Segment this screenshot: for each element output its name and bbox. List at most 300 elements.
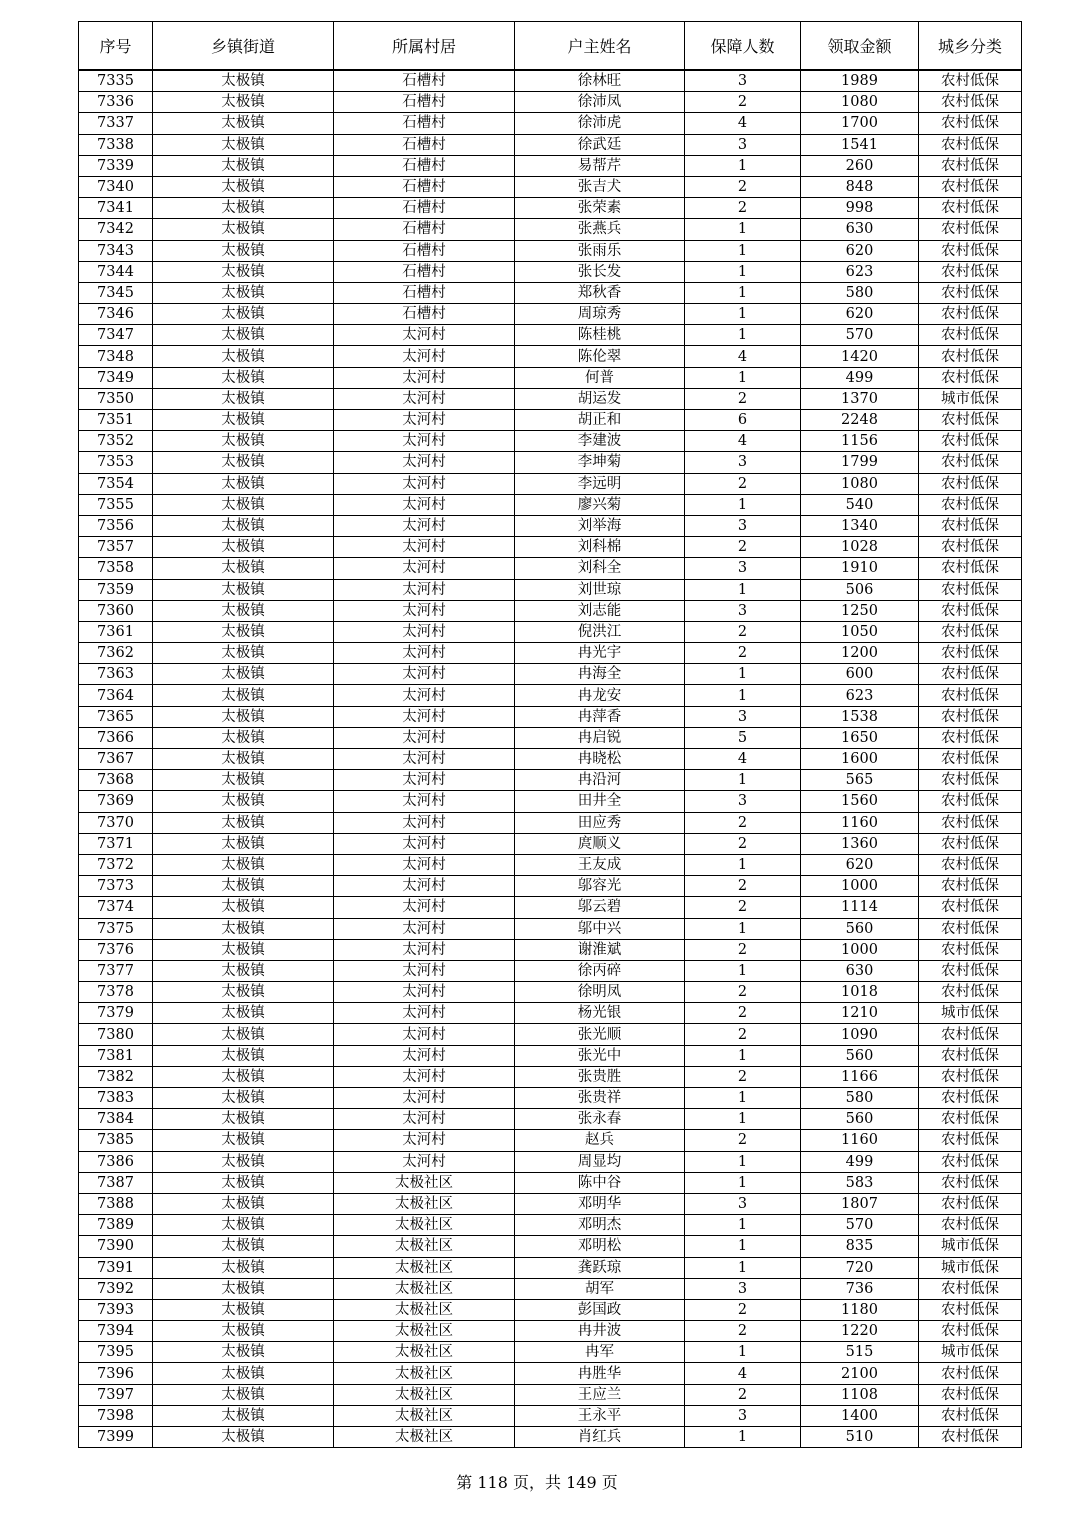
cell-persons: 2 bbox=[685, 621, 801, 642]
cell-serial: 7356 bbox=[79, 515, 153, 536]
table-row bbox=[79, 749, 1022, 770]
cell-township: 太极镇 bbox=[153, 812, 334, 833]
header-persons: 保障人数 bbox=[685, 22, 801, 71]
table-row bbox=[79, 1024, 1022, 1045]
cell-householder: 张光中 bbox=[515, 1045, 685, 1066]
cell-category: 农村低保 bbox=[919, 1427, 1022, 1448]
cell-serial: 7354 bbox=[79, 473, 153, 494]
cell-village: 太极社区 bbox=[334, 1321, 515, 1342]
cell-township: 太极镇 bbox=[153, 452, 334, 473]
cell-amount: 1340 bbox=[801, 515, 919, 536]
cell-amount: 848 bbox=[801, 176, 919, 197]
cell-township: 太极镇 bbox=[153, 897, 334, 918]
cell-village: 石槽村 bbox=[334, 282, 515, 303]
cell-householder: 邬云碧 bbox=[515, 897, 685, 918]
cell-householder: 邬容光 bbox=[515, 876, 685, 897]
table-row bbox=[79, 854, 1022, 875]
cell-village: 太河村 bbox=[334, 1151, 515, 1172]
cell-householder: 易帮芹 bbox=[515, 155, 685, 176]
table-row bbox=[79, 219, 1022, 240]
cell-persons: 1 bbox=[685, 1257, 801, 1278]
cell-township: 太极镇 bbox=[153, 304, 334, 325]
cell-serial: 7342 bbox=[79, 219, 153, 240]
cell-persons: 3 bbox=[685, 515, 801, 536]
cell-township: 太极镇 bbox=[153, 833, 334, 854]
cell-village: 太河村 bbox=[334, 643, 515, 664]
cell-township: 太极镇 bbox=[153, 791, 334, 812]
cell-householder: 周显均 bbox=[515, 1151, 685, 1172]
table-row bbox=[79, 812, 1022, 833]
cell-serial: 7373 bbox=[79, 876, 153, 897]
cell-householder: 李建波 bbox=[515, 431, 685, 452]
cell-village: 太河村 bbox=[334, 452, 515, 473]
table-row bbox=[79, 261, 1022, 282]
cell-village: 太河村 bbox=[334, 1088, 515, 1109]
cell-serial: 7350 bbox=[79, 388, 153, 409]
cell-category: 农村低保 bbox=[919, 876, 1022, 897]
cell-township: 太极镇 bbox=[153, 876, 334, 897]
data-table bbox=[78, 21, 1022, 1448]
cell-householder: 何普 bbox=[515, 367, 685, 388]
cell-serial: 7390 bbox=[79, 1236, 153, 1257]
cell-amount: 1400 bbox=[801, 1405, 919, 1426]
cell-amount: 630 bbox=[801, 960, 919, 981]
cell-householder: 陈中谷 bbox=[515, 1172, 685, 1193]
cell-householder: 刘科棉 bbox=[515, 537, 685, 558]
cell-serial: 7381 bbox=[79, 1045, 153, 1066]
cell-category: 农村低保 bbox=[919, 1151, 1022, 1172]
cell-serial: 7375 bbox=[79, 918, 153, 939]
cell-serial: 7355 bbox=[79, 494, 153, 515]
cell-township: 太极镇 bbox=[153, 918, 334, 939]
cell-householder: 徐丙碎 bbox=[515, 960, 685, 981]
cell-persons: 3 bbox=[685, 1193, 801, 1214]
cell-township: 太极镇 bbox=[153, 1215, 334, 1236]
cell-category: 农村低保 bbox=[919, 897, 1022, 918]
cell-serial: 7387 bbox=[79, 1172, 153, 1193]
cell-village: 太河村 bbox=[334, 558, 515, 579]
table-row bbox=[79, 1172, 1022, 1193]
cell-township: 太极镇 bbox=[153, 1236, 334, 1257]
cell-persons: 1 bbox=[685, 1088, 801, 1109]
cell-township: 太极镇 bbox=[153, 727, 334, 748]
cell-amount: 1160 bbox=[801, 812, 919, 833]
cell-village: 石槽村 bbox=[334, 176, 515, 197]
table-row bbox=[79, 727, 1022, 748]
cell-village: 太极社区 bbox=[334, 1299, 515, 1320]
cell-serial: 7361 bbox=[79, 621, 153, 642]
cell-serial: 7347 bbox=[79, 325, 153, 346]
cell-village: 石槽村 bbox=[334, 219, 515, 240]
cell-persons: 1 bbox=[685, 219, 801, 240]
cell-township: 太极镇 bbox=[153, 1257, 334, 1278]
cell-category: 农村低保 bbox=[919, 261, 1022, 282]
cell-householder: 倪洪江 bbox=[515, 621, 685, 642]
table-row bbox=[79, 1236, 1022, 1257]
cell-householder: 李远明 bbox=[515, 473, 685, 494]
table-row bbox=[79, 1215, 1022, 1236]
table-row bbox=[79, 494, 1022, 515]
cell-township: 太极镇 bbox=[153, 600, 334, 621]
cell-serial: 7336 bbox=[79, 92, 153, 113]
cell-serial: 7363 bbox=[79, 664, 153, 685]
cell-category: 农村低保 bbox=[919, 706, 1022, 727]
cell-amount: 1250 bbox=[801, 600, 919, 621]
cell-householder: 田井全 bbox=[515, 791, 685, 812]
cell-serial: 7365 bbox=[79, 706, 153, 727]
cell-township: 太极镇 bbox=[153, 282, 334, 303]
cell-householder: 徐武廷 bbox=[515, 134, 685, 155]
cell-householder: 张贵胜 bbox=[515, 1066, 685, 1087]
cell-category: 农村低保 bbox=[919, 431, 1022, 452]
cell-amount: 1108 bbox=[801, 1384, 919, 1405]
cell-amount: 1180 bbox=[801, 1299, 919, 1320]
cell-amount: 560 bbox=[801, 1109, 919, 1130]
cell-householder: 徐明凤 bbox=[515, 982, 685, 1003]
cell-category: 农村低保 bbox=[919, 1321, 1022, 1342]
cell-village: 太河村 bbox=[334, 1109, 515, 1130]
cell-persons: 1 bbox=[685, 155, 801, 176]
cell-township: 太极镇 bbox=[153, 621, 334, 642]
table-row bbox=[79, 176, 1022, 197]
cell-serial: 7385 bbox=[79, 1130, 153, 1151]
cell-persons: 2 bbox=[685, 473, 801, 494]
cell-category: 农村低保 bbox=[919, 643, 1022, 664]
cell-serial: 7349 bbox=[79, 367, 153, 388]
cell-householder: 张燕兵 bbox=[515, 219, 685, 240]
table-body bbox=[79, 70, 1022, 1448]
cell-category: 农村低保 bbox=[919, 1045, 1022, 1066]
cell-householder: 廖兴菊 bbox=[515, 494, 685, 515]
cell-serial: 7372 bbox=[79, 854, 153, 875]
cell-category: 农村低保 bbox=[919, 1193, 1022, 1214]
cell-category: 农村低保 bbox=[919, 325, 1022, 346]
cell-householder: 邬中兴 bbox=[515, 918, 685, 939]
cell-village: 太极社区 bbox=[334, 1193, 515, 1214]
cell-serial: 7340 bbox=[79, 176, 153, 197]
cell-category: 农村低保 bbox=[919, 346, 1022, 367]
table-row bbox=[79, 473, 1022, 494]
cell-village: 石槽村 bbox=[334, 304, 515, 325]
cell-category: 农村低保 bbox=[919, 70, 1022, 92]
table-row bbox=[79, 1257, 1022, 1278]
table-row bbox=[79, 537, 1022, 558]
cell-householder: 张永春 bbox=[515, 1109, 685, 1130]
cell-township: 太极镇 bbox=[153, 1321, 334, 1342]
cell-village: 太河村 bbox=[334, 494, 515, 515]
cell-serial: 7348 bbox=[79, 346, 153, 367]
cell-category: 农村低保 bbox=[919, 1066, 1022, 1087]
cell-householder: 冉沿河 bbox=[515, 770, 685, 791]
cell-amount: 580 bbox=[801, 1088, 919, 1109]
cell-persons: 1 bbox=[685, 1342, 801, 1363]
cell-township: 太极镇 bbox=[153, 261, 334, 282]
cell-persons: 1 bbox=[685, 261, 801, 282]
cell-householder: 刘志能 bbox=[515, 600, 685, 621]
cell-township: 太极镇 bbox=[153, 410, 334, 431]
cell-persons: 3 bbox=[685, 1278, 801, 1299]
cell-householder: 王友成 bbox=[515, 854, 685, 875]
cell-persons: 1 bbox=[685, 240, 801, 261]
cell-householder: 冉晓松 bbox=[515, 749, 685, 770]
cell-township: 太极镇 bbox=[153, 240, 334, 261]
cell-township: 太极镇 bbox=[153, 325, 334, 346]
cell-village: 太河村 bbox=[334, 1045, 515, 1066]
cell-amount: 540 bbox=[801, 494, 919, 515]
cell-township: 太极镇 bbox=[153, 219, 334, 240]
cell-category: 农村低保 bbox=[919, 579, 1022, 600]
cell-amount: 1156 bbox=[801, 431, 919, 452]
cell-persons: 3 bbox=[685, 70, 801, 92]
cell-persons: 3 bbox=[685, 558, 801, 579]
cell-township: 太极镇 bbox=[153, 982, 334, 1003]
cell-serial: 7378 bbox=[79, 982, 153, 1003]
cell-serial: 7368 bbox=[79, 770, 153, 791]
cell-village: 太河村 bbox=[334, 770, 515, 791]
cell-householder: 冉井波 bbox=[515, 1321, 685, 1342]
cell-amount: 1166 bbox=[801, 1066, 919, 1087]
cell-persons: 2 bbox=[685, 388, 801, 409]
cell-category: 农村低保 bbox=[919, 621, 1022, 642]
cell-township: 太极镇 bbox=[153, 664, 334, 685]
cell-township: 太极镇 bbox=[153, 113, 334, 134]
table-row bbox=[79, 282, 1022, 303]
cell-householder: 张长发 bbox=[515, 261, 685, 282]
cell-serial: 7394 bbox=[79, 1321, 153, 1342]
cell-village: 太河村 bbox=[334, 918, 515, 939]
cell-persons: 1 bbox=[685, 325, 801, 346]
cell-township: 太极镇 bbox=[153, 960, 334, 981]
table-row bbox=[79, 876, 1022, 897]
cell-village: 太河村 bbox=[334, 621, 515, 642]
header-householder: 户主姓名 bbox=[515, 22, 685, 71]
cell-persons: 4 bbox=[685, 346, 801, 367]
cell-serial: 7359 bbox=[79, 579, 153, 600]
cell-category: 农村低保 bbox=[919, 1088, 1022, 1109]
cell-householder: 李坤菊 bbox=[515, 452, 685, 473]
cell-persons: 4 bbox=[685, 749, 801, 770]
cell-persons: 1 bbox=[685, 1215, 801, 1236]
cell-householder: 徐林旺 bbox=[515, 70, 685, 92]
cell-amount: 499 bbox=[801, 1151, 919, 1172]
cell-village: 太极社区 bbox=[334, 1257, 515, 1278]
cell-village: 太河村 bbox=[334, 854, 515, 875]
cell-category: 农村低保 bbox=[919, 791, 1022, 812]
cell-village: 太河村 bbox=[334, 325, 515, 346]
cell-householder: 徐沛凤 bbox=[515, 92, 685, 113]
cell-township: 太极镇 bbox=[153, 388, 334, 409]
cell-amount: 1220 bbox=[801, 1321, 919, 1342]
table-row bbox=[79, 346, 1022, 367]
cell-persons: 2 bbox=[685, 939, 801, 960]
table-row bbox=[79, 198, 1022, 219]
cell-category: 农村低保 bbox=[919, 1024, 1022, 1045]
cell-village: 太河村 bbox=[334, 664, 515, 685]
table-row bbox=[79, 388, 1022, 409]
table-row bbox=[79, 70, 1022, 92]
cell-amount: 1420 bbox=[801, 346, 919, 367]
cell-category: 农村低保 bbox=[919, 92, 1022, 113]
cell-village: 太河村 bbox=[334, 791, 515, 812]
cell-amount: 515 bbox=[801, 1342, 919, 1363]
cell-serial: 7370 bbox=[79, 812, 153, 833]
cell-amount: 1989 bbox=[801, 70, 919, 92]
cell-category: 农村低保 bbox=[919, 558, 1022, 579]
cell-village: 太河村 bbox=[334, 960, 515, 981]
cell-serial: 7358 bbox=[79, 558, 153, 579]
cell-amount: 580 bbox=[801, 282, 919, 303]
cell-serial: 7345 bbox=[79, 282, 153, 303]
cell-township: 太极镇 bbox=[153, 515, 334, 536]
cell-serial: 7360 bbox=[79, 600, 153, 621]
cell-householder: 冉光宇 bbox=[515, 643, 685, 664]
cell-serial: 7353 bbox=[79, 452, 153, 473]
cell-category: 农村低保 bbox=[919, 727, 1022, 748]
cell-persons: 3 bbox=[685, 1405, 801, 1426]
cell-serial: 7351 bbox=[79, 410, 153, 431]
cell-householder: 周琼秀 bbox=[515, 304, 685, 325]
cell-amount: 1360 bbox=[801, 833, 919, 854]
cell-township: 太极镇 bbox=[153, 1066, 334, 1087]
cell-amount: 736 bbox=[801, 1278, 919, 1299]
cell-township: 太极镇 bbox=[153, 1130, 334, 1151]
cell-amount: 583 bbox=[801, 1172, 919, 1193]
table-row bbox=[79, 113, 1022, 134]
table-row bbox=[79, 643, 1022, 664]
cell-persons: 2 bbox=[685, 1024, 801, 1045]
cell-householder: 杨光银 bbox=[515, 1003, 685, 1024]
cell-village: 太河村 bbox=[334, 1003, 515, 1024]
cell-amount: 720 bbox=[801, 1257, 919, 1278]
cell-householder: 张吉犬 bbox=[515, 176, 685, 197]
cell-category: 农村低保 bbox=[919, 918, 1022, 939]
cell-category: 农村低保 bbox=[919, 1109, 1022, 1130]
cell-persons: 1 bbox=[685, 367, 801, 388]
cell-householder: 冉龙安 bbox=[515, 685, 685, 706]
cell-village: 太河村 bbox=[334, 876, 515, 897]
cell-amount: 1114 bbox=[801, 897, 919, 918]
cell-village: 太河村 bbox=[334, 473, 515, 494]
cell-persons: 2 bbox=[685, 92, 801, 113]
header-serial: 序号 bbox=[79, 22, 153, 71]
cell-householder: 肖红兵 bbox=[515, 1427, 685, 1448]
cell-serial: 7344 bbox=[79, 261, 153, 282]
cell-amount: 260 bbox=[801, 155, 919, 176]
cell-serial: 7380 bbox=[79, 1024, 153, 1045]
table-row bbox=[79, 1299, 1022, 1320]
table-row bbox=[79, 1342, 1022, 1363]
cell-village: 石槽村 bbox=[334, 134, 515, 155]
cell-serial: 7374 bbox=[79, 897, 153, 918]
cell-householder: 刘科全 bbox=[515, 558, 685, 579]
cell-serial: 7391 bbox=[79, 1257, 153, 1278]
cell-amount: 998 bbox=[801, 198, 919, 219]
cell-persons: 6 bbox=[685, 410, 801, 431]
cell-category: 农村低保 bbox=[919, 1172, 1022, 1193]
cell-persons: 2 bbox=[685, 1299, 801, 1320]
cell-amount: 506 bbox=[801, 579, 919, 600]
cell-amount: 630 bbox=[801, 219, 919, 240]
cell-householder: 彭国政 bbox=[515, 1299, 685, 1320]
cell-householder: 陈桂桃 bbox=[515, 325, 685, 346]
cell-amount: 560 bbox=[801, 1045, 919, 1066]
cell-persons: 1 bbox=[685, 664, 801, 685]
cell-serial: 7335 bbox=[79, 70, 153, 92]
cell-amount: 1600 bbox=[801, 749, 919, 770]
cell-amount: 570 bbox=[801, 1215, 919, 1236]
cell-persons: 1 bbox=[685, 282, 801, 303]
cell-category: 城市低保 bbox=[919, 1003, 1022, 1024]
cell-township: 太极镇 bbox=[153, 749, 334, 770]
cell-village: 太河村 bbox=[334, 897, 515, 918]
cell-village: 太河村 bbox=[334, 431, 515, 452]
cell-township: 太极镇 bbox=[153, 494, 334, 515]
cell-category: 农村低保 bbox=[919, 1130, 1022, 1151]
cell-serial: 7377 bbox=[79, 960, 153, 981]
table-row bbox=[79, 92, 1022, 113]
cell-householder: 陈伦翠 bbox=[515, 346, 685, 367]
cell-township: 太极镇 bbox=[153, 431, 334, 452]
cell-amount: 565 bbox=[801, 770, 919, 791]
cell-persons: 2 bbox=[685, 1321, 801, 1342]
cell-serial: 7371 bbox=[79, 833, 153, 854]
table-row bbox=[79, 1427, 1022, 1448]
cell-amount: 1910 bbox=[801, 558, 919, 579]
cell-township: 太极镇 bbox=[153, 685, 334, 706]
cell-amount: 1090 bbox=[801, 1024, 919, 1045]
cell-serial: 7346 bbox=[79, 304, 153, 325]
table-row bbox=[79, 918, 1022, 939]
table-row bbox=[79, 1321, 1022, 1342]
cell-township: 太极镇 bbox=[153, 70, 334, 92]
cell-persons: 4 bbox=[685, 113, 801, 134]
cell-category: 农村低保 bbox=[919, 304, 1022, 325]
cell-village: 太河村 bbox=[334, 515, 515, 536]
cell-category: 农村低保 bbox=[919, 812, 1022, 833]
cell-persons: 2 bbox=[685, 1384, 801, 1405]
cell-township: 太极镇 bbox=[153, 1024, 334, 1045]
cell-persons: 1 bbox=[685, 1045, 801, 1066]
cell-serial: 7379 bbox=[79, 1003, 153, 1024]
table-row bbox=[79, 939, 1022, 960]
cell-serial: 7366 bbox=[79, 727, 153, 748]
cell-village: 太河村 bbox=[334, 579, 515, 600]
cell-township: 太极镇 bbox=[153, 770, 334, 791]
cell-category: 农村低保 bbox=[919, 982, 1022, 1003]
cell-amount: 835 bbox=[801, 1236, 919, 1257]
cell-serial: 7337 bbox=[79, 113, 153, 134]
cell-amount: 623 bbox=[801, 261, 919, 282]
table-row bbox=[79, 1405, 1022, 1426]
cell-category: 农村低保 bbox=[919, 410, 1022, 431]
table-row bbox=[79, 600, 1022, 621]
cell-persons: 2 bbox=[685, 982, 801, 1003]
cell-category: 农村低保 bbox=[919, 537, 1022, 558]
cell-township: 太极镇 bbox=[153, 1299, 334, 1320]
cell-householder: 田应秀 bbox=[515, 812, 685, 833]
cell-persons: 1 bbox=[685, 1109, 801, 1130]
cell-persons: 3 bbox=[685, 134, 801, 155]
cell-householder: 王永平 bbox=[515, 1405, 685, 1426]
cell-householder: 邓明杰 bbox=[515, 1215, 685, 1236]
cell-serial: 7397 bbox=[79, 1384, 153, 1405]
cell-householder: 庹顺义 bbox=[515, 833, 685, 854]
table-row bbox=[79, 1109, 1022, 1130]
cell-serial: 7343 bbox=[79, 240, 153, 261]
cell-village: 石槽村 bbox=[334, 92, 515, 113]
cell-householder: 胡军 bbox=[515, 1278, 685, 1299]
header-category: 城乡分类 bbox=[919, 22, 1022, 71]
